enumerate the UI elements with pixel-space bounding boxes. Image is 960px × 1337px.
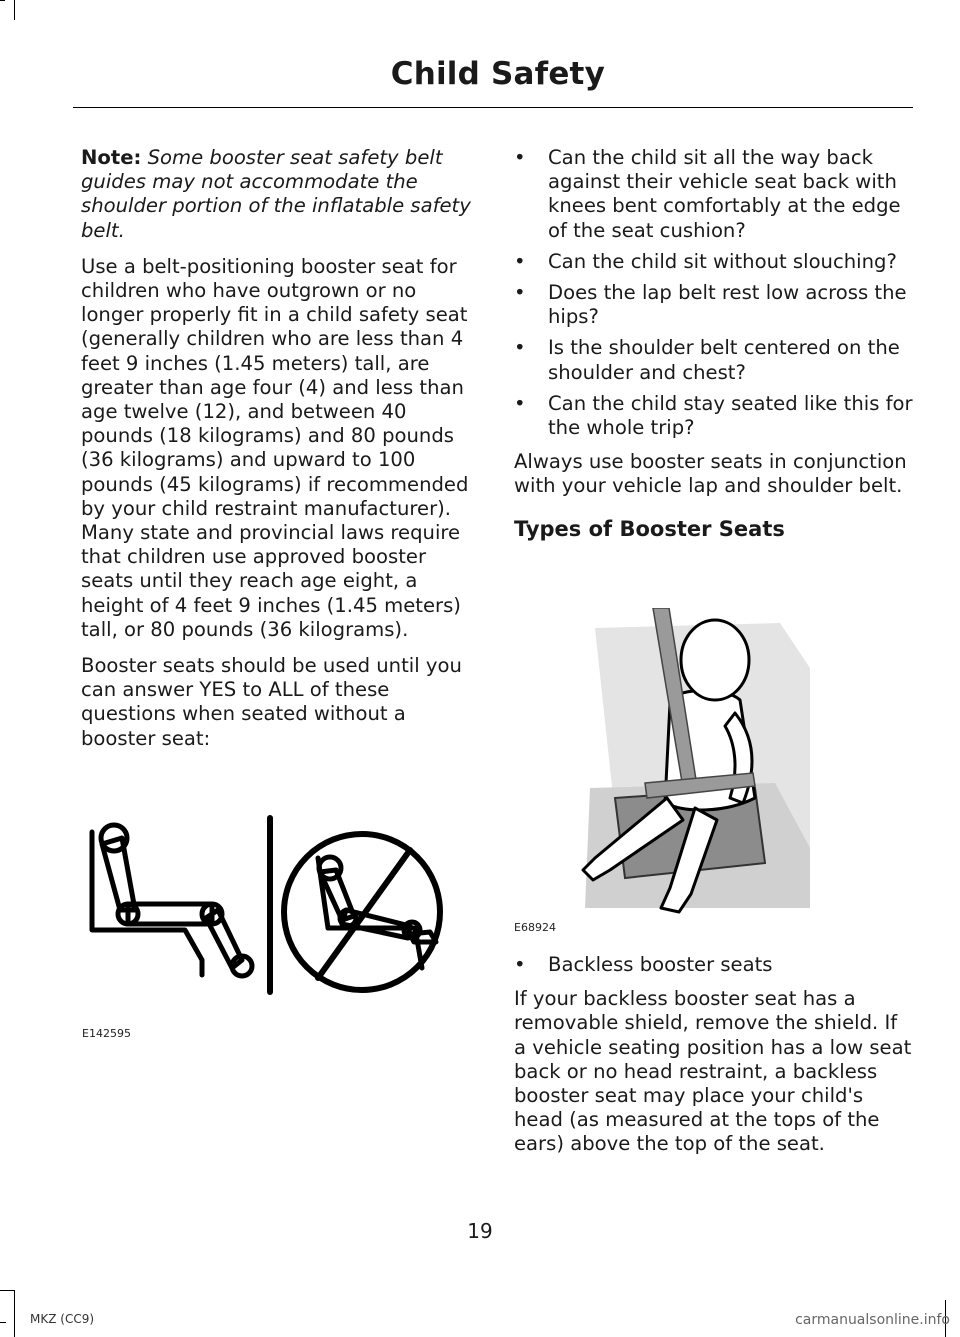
booster-questions-list <box>514 146 914 440</box>
list-item: • Can the child sit without slouching? <box>514 250 914 274</box>
figure-id: E142595 <box>82 1027 131 1040</box>
header-divider <box>73 107 913 108</box>
child-head <box>681 620 749 700</box>
list-item: • Can the child stay seated like this for the whole trip? <box>514 392 914 440</box>
right-column-lower <box>514 953 914 1169</box>
crop-mark <box>14 1290 15 1337</box>
crop-mark <box>0 1322 6 1323</box>
backless-booster-figure <box>575 608 815 928</box>
booster-usage-paragraph: Use a belt-positioning booster seat for children who have outgrown or no longer properly fit in a child safety seat (generally children who are less than 4 feet 9 inches (1.45 meters) tall, are greater than age four (4) and less than age twelve (12), and between 40 pounds (18 kilograms) and 80 pounds (36 kilograms) and upward to 100 pounds (45 kilograms) if recommended by your child restraint manufacturer). Many state and provincial laws require that children use approved booster seats until they reach age eight, a height of 4 feet 9 inches (1.45 meters) tall, or 80 pounds (36 kilograms). <box>81 254 469 641</box>
seated-posture-figure <box>80 810 460 1000</box>
booster-types-list <box>514 953 914 977</box>
note-label: Note: <box>81 146 142 169</box>
list-item: • Can the child sit all the way back against their vehicle seat back with knees bent comfortably at the edge of the seat cushion? <box>514 146 914 243</box>
figure-id: E68924 <box>514 921 556 934</box>
list-item: • Does the lap belt rest low across the hips? <box>514 281 914 329</box>
left-column <box>81 146 477 763</box>
section-heading: Types of Booster Seats <box>514 516 785 541</box>
note-text: Some booster seat safety belt guides may not accommodate the shoulder portion of the inflatable safety belt. <box>81 146 471 242</box>
page-title: Child Safety <box>390 56 605 92</box>
booster-questions-intro: Booster seats should be used until you can answer YES to ALL of these questions when seated without a booster seat: <box>81 654 462 750</box>
backless-booster-paragraph: If your backless booster seat has a removable shield, remove the shield. If a vehicle seating position has a low seat back or no head restraint, a backless booster seat may place your child's head (as measured at the tops of the ears) above the top of the seat. <box>514 987 912 1156</box>
list-item: • Backless booster seats <box>514 953 914 977</box>
thigh <box>128 904 212 924</box>
footer-model: MKZ (CC9) <box>30 1312 95 1326</box>
crop-mark <box>0 0 5 1</box>
always-use-paragraph: Always use booster seats in conjunction with your vehicle lap and shoulder belt. <box>514 450 907 498</box>
crop-mark <box>14 0 15 20</box>
crop-mark <box>0 1290 14 1291</box>
list-item: • Is the shoulder belt centered on the shoulder and chest? <box>514 336 914 384</box>
watermark: carmanualsonline.info <box>795 1312 950 1328</box>
note-paragraph <box>81 146 477 243</box>
page-number: 19 <box>467 1219 493 1243</box>
right-column <box>514 146 914 541</box>
